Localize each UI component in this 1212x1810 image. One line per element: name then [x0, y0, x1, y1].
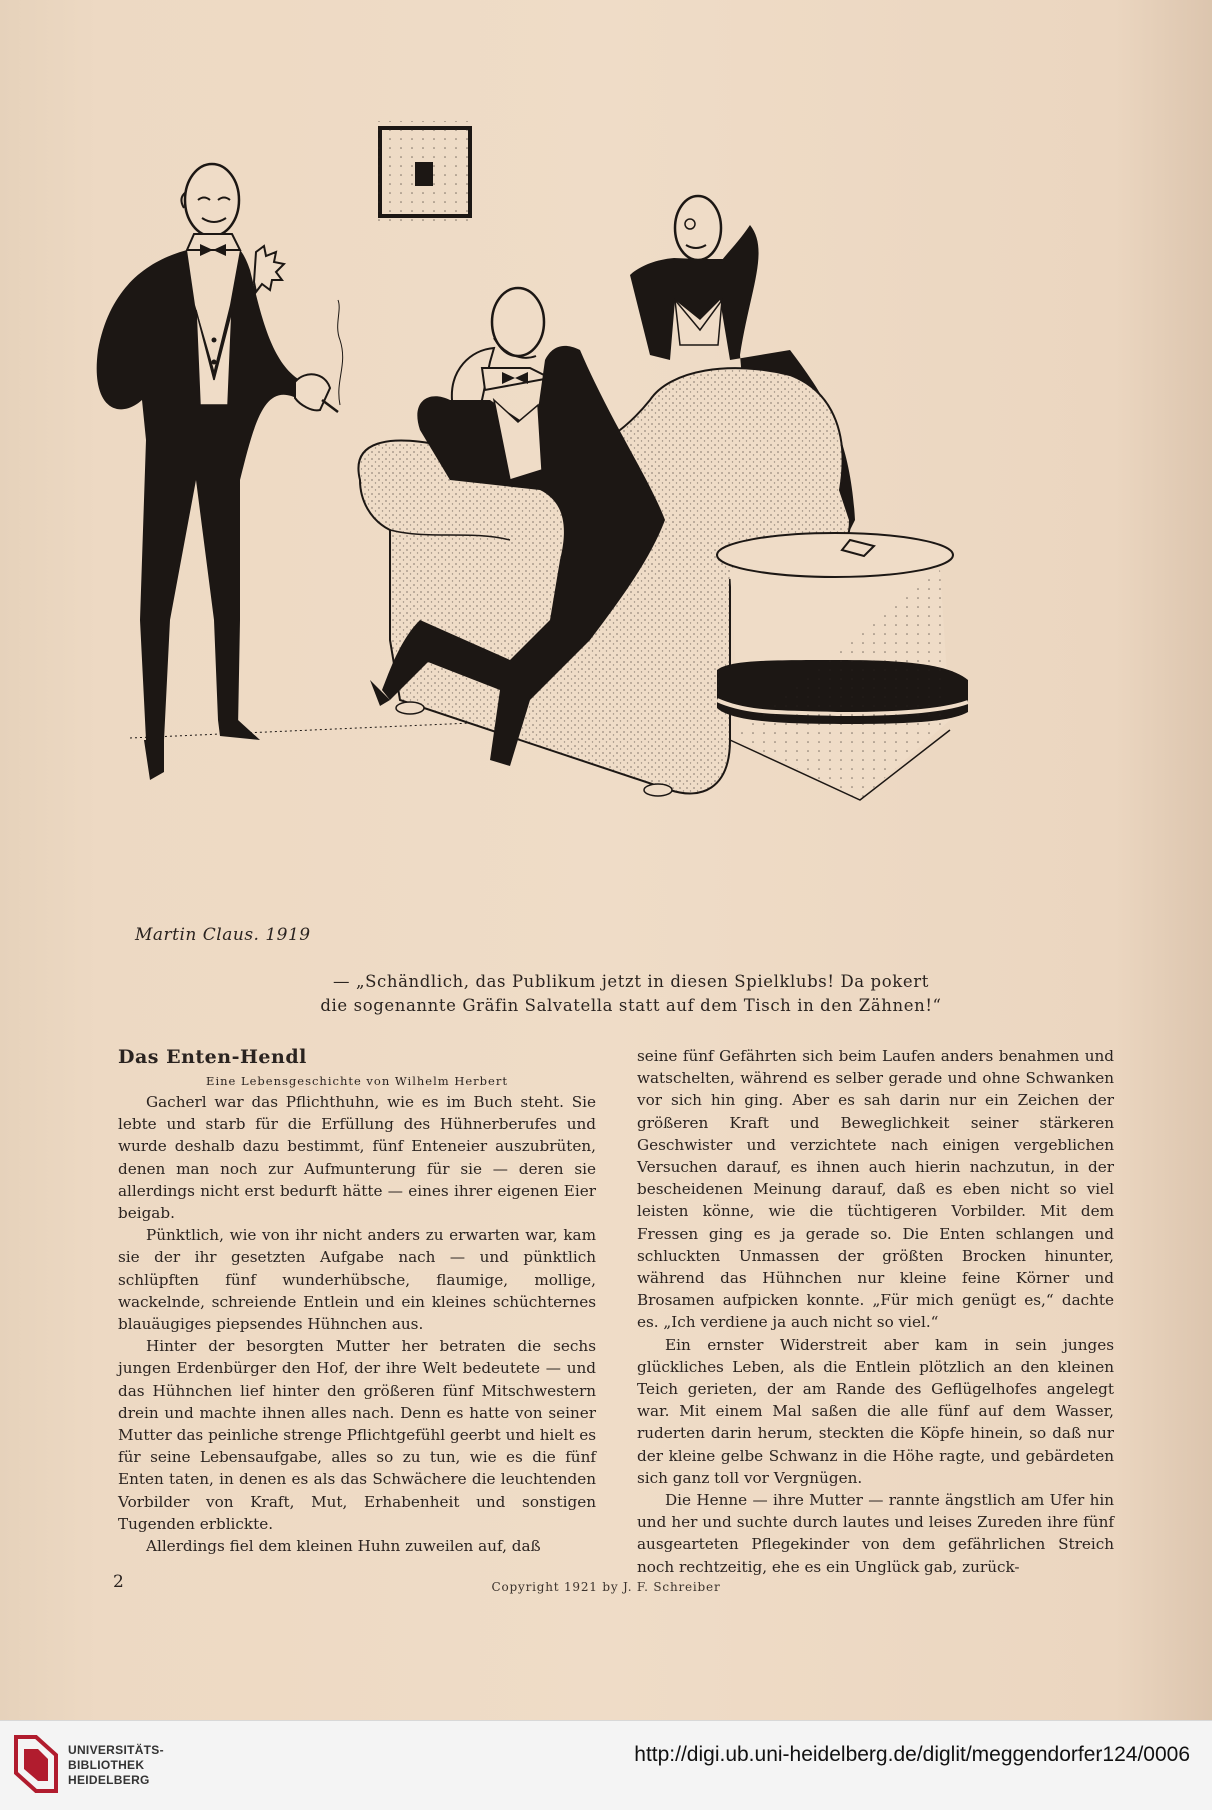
paragraph: seine fünf Gefährten sich beim Laufen anders benahmen und watschelten, während es selber gerade und ohne Schwanken vor sich hin ging. Aber es sah darin nur ein Zeichen der größeren Kraft und Beweglichkeit seiner stärkeren Geschwister und verzichtete nach einigen vergeblichen Versuchen darauf, es ihnen auch hierin nachzutun, in der bescheidenen Meinung darauf, daß es eben nicht so viel leisten könne, wie die tüchtigeren Vorbilder. Mit dem Fressen ging es ja gerade so. Die Enten schlangen und schluckten Unmassen der größten Brocken hinunter, während das Hühnchen nur kleine feine Körner und Brosamen aufpicken konnte. „Für mich genügt es,“ dachte es. „Ich verdiene ja auch nicht so viel.“	[637, 1047, 1114, 1332]
side-table	[717, 533, 968, 800]
caption-line-1: — „Schändlich, das Publikum jetzt in diesen Spielklubs! Da pokert	[333, 972, 929, 991]
copyright-notice: Copyright 1921 by J. F. Schreiber	[491, 1580, 721, 1594]
paragraph: Allerdings fiel dem kleinen Huhn zuweilen auf, daß	[146, 1537, 541, 1556]
article-title: Das Enten-Hendl	[118, 1046, 307, 1068]
article-column-left	[118, 1045, 596, 1557]
library-footer-bar	[0, 1720, 1212, 1810]
library-name	[68, 1743, 164, 1788]
library-name-line-1: UNIVERSITÄTS-	[68, 1743, 164, 1757]
library-name-line-2: BIBLIOTHEK	[68, 1758, 145, 1772]
article-subtitle: Eine Lebensgeschichte von Wilhelm Herbert	[206, 1074, 508, 1088]
caption-line-2: die sogenannte Gräfin Salvatella statt auf dem Tisch in den Zähnen!“	[320, 996, 942, 1015]
library-name-line-3: HEIDELBERG	[68, 1773, 150, 1787]
article-column-right	[637, 1045, 1114, 1578]
permalink-url[interactable]: http://digi.ub.uni-heidelberg.de/diglit/meggendorfer124/0006	[634, 1743, 1190, 1766]
paragraph: Ein ernster Widerstreit aber kam in sein junges glückliches Leben, als die Entlein plötzlich an den kleinen Teich gerieten, der am Rande des Geflügelhofes angelegt war. Mit einem Mal saßen die alle fünf auf dem Wasser, ruderten darin herum, steckten die Köpfe hinein, so daß nur der kleine gelbe Schwanz in die Höhe ragte, und gebärdeten sich ganz toll vor Vergnügen.	[637, 1335, 1114, 1487]
paragraph: Hinter der besorgten Mutter her betraten die sechs jungen Erdenbürger den Hof, der ihre Welt bedeutete — und das Hühnchen lief hinter den größeren fünf Mitschwestern drein und machte ihnen alles nach. Denn es hatte von seiner Mutter das peinliche strenge Pflichtgefühl geerbt und hielt es für seine Lebensaufgabe, alles so zu tun, wie es die fünf Enten taten, in denen es als das Schwächere die leuchtenden Vorbilder von Kraft, Mut, Erhabenheit und sonstigen Tugenden erblickte.	[118, 1337, 596, 1533]
standing-man-left	[97, 164, 343, 780]
paragraph: Gacherl war das Pflichthuhn, wie es im Buch steht. Sie lebte und starb für die Erfüllung des Hühnerberufes und wurde deshalb dazu bestimmt, fünf Enteneier auszubrüten, denen man noch zur Aufmunterung für sie — deren sie allerdings nicht erst bedurft hätte — eines ihrer eigenen Eier beigab.	[118, 1093, 596, 1223]
page-number: 2	[113, 1572, 124, 1592]
paragraph: Die Henne — ihre Mutter — rannte ängstlich am Ufer hin und her und suchte durch lautes und leises Zureden ihre fünf ausgearteten Pflegekinder von dem gefährlichen Streich noch rechtzeitig, ehe es ein Unglück gab, zurück-	[637, 1491, 1114, 1576]
cartoon-illustration	[90, 100, 1130, 960]
university-library-logo-icon[interactable]	[10, 1733, 62, 1795]
wall-picture	[373, 121, 477, 223]
paragraph: Pünktlich, wie von ihr nicht anders zu erwarten war, kam sie der ihr gesetzten Aufgabe nach — und pünktlich schlüpften fünf wunderhübsche, flaumige, mollige, wackelnde, schreiende Entlein und ein kleines schüchternes blauäugiges piepsendes Hühnchen aus.	[118, 1226, 596, 1334]
artist-signature: Martin Claus. 1919	[135, 925, 311, 945]
